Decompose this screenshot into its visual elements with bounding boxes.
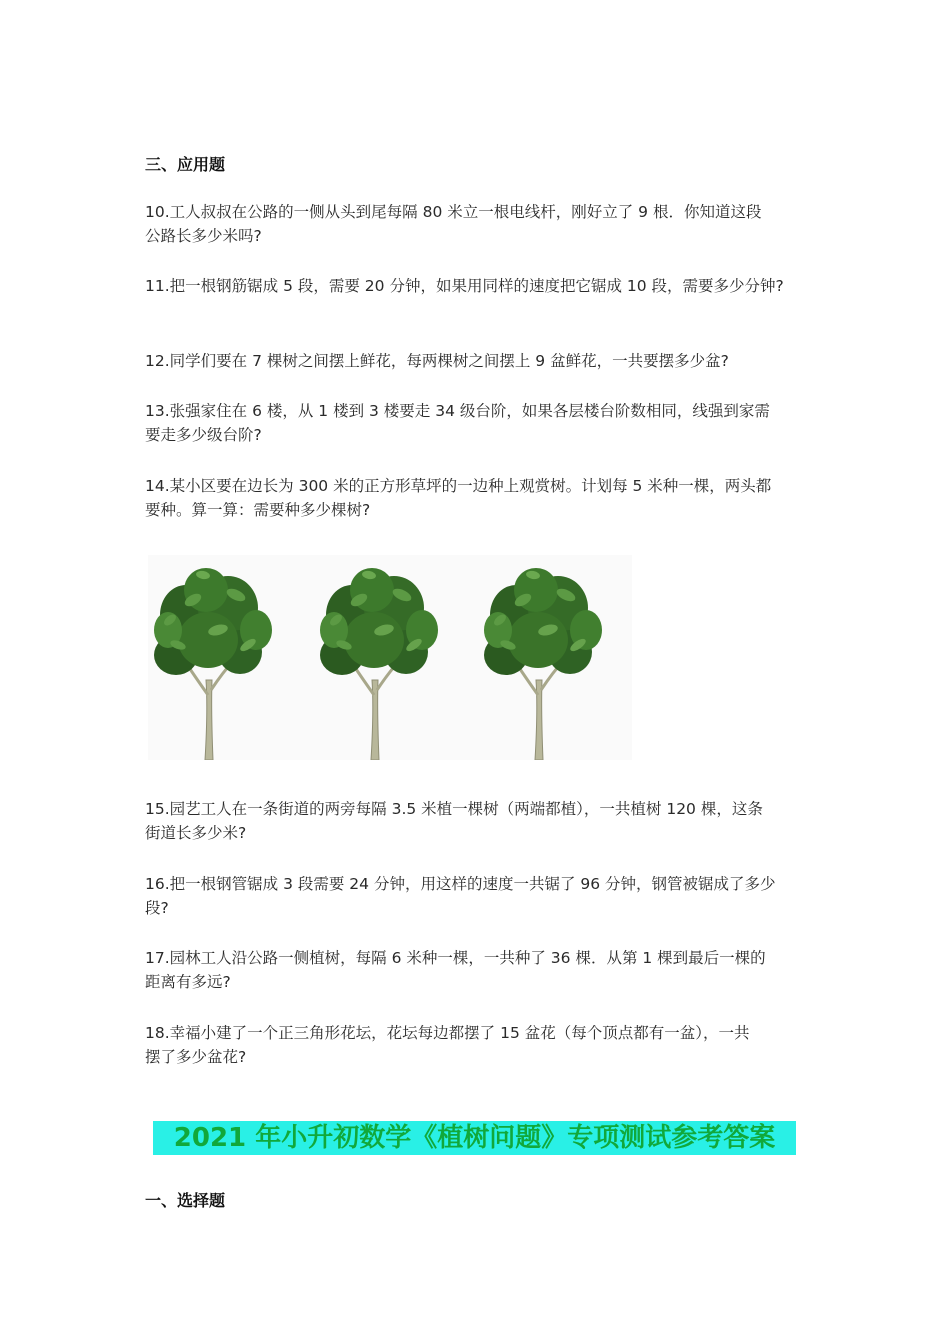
question-16-line2: 段? bbox=[145, 899, 169, 917]
question-13-line2: 要走多少级台阶? bbox=[145, 426, 262, 444]
question-18-line1: 18.幸福小建了一个正三角形花坛，花坛每边都摆了 15 盆花（每个顶点都有一盆），一共 bbox=[145, 1024, 750, 1042]
question-13-line1: 13.张强家住在 6 楼，从 1 楼到 3 楼要走 34 级台阶，如果各层楼台阶数相同，线强到家需 bbox=[145, 402, 770, 420]
tree-icon bbox=[154, 568, 272, 760]
question-10-line1: 10.工人叔叔在公路的一侧从头到尾每隔 80 米立一根电线杆，刚好立了 9 根．你知道这段 bbox=[145, 203, 762, 221]
question-17 bbox=[145, 946, 820, 994]
question-15 bbox=[145, 797, 820, 845]
question-10-line2: 公路长多少米吗? bbox=[145, 227, 262, 245]
tree-icon bbox=[484, 568, 602, 760]
question-15-line2: 街道长多少米? bbox=[145, 824, 247, 842]
question-16-line1: 16.把一根钢管锯成 3 段需要 24 分钟，用这样的速度一共锯了 96 分钟，钢管被锯成了多少 bbox=[145, 875, 776, 893]
answers-title: 2021 年小升初数学《植树问题》专项测试参考答案 bbox=[173, 1123, 776, 1153]
question-14-line1: 14.某小区要在边长为 300 米的正方形草坪的一边种上观赏树。计划每 5 米种一棵，两头都 bbox=[145, 477, 772, 495]
question-17-line1: 17.园林工人沿公路一侧植树，每隔 6 米种一棵，一共种了 36 棵．从第 1 棵到最后一棵的 bbox=[145, 949, 766, 967]
question-15-line1: 15.园艺工人在一条街道的两旁每隔 3.5 米植一棵树（两端都植），一共植树 120 棵，这条 bbox=[145, 800, 763, 818]
tree-icon bbox=[320, 568, 438, 760]
question-14 bbox=[145, 474, 820, 522]
question-17-line2: 距离有多远? bbox=[145, 973, 231, 991]
question-12 bbox=[145, 349, 820, 373]
question-18 bbox=[145, 1021, 820, 1069]
question-11-line1: 11.把一根钢筋锯成 5 段，需要 20 分钟，如果用同样的速度把它锯成 10 段，需要多少分钟? bbox=[145, 277, 784, 295]
question-18-line2: 摆了多少盆花? bbox=[145, 1048, 247, 1066]
section-heading-choice: 一、选择题 bbox=[145, 1191, 226, 1210]
question-16 bbox=[145, 872, 820, 920]
question-12-line1: 12.同学们要在 7 棵树之间摆上鲜花，每两棵树之间摆上 9 盆鲜花，一共要摆多少盆? bbox=[145, 352, 729, 370]
question-14-line2: 要种。算一算：需要种多少棵树? bbox=[145, 501, 371, 519]
question-11 bbox=[145, 274, 820, 298]
trees-svg bbox=[148, 555, 632, 760]
question-13 bbox=[145, 399, 820, 447]
trees-illustration bbox=[148, 555, 632, 760]
section-heading-applications: 三、应用题 bbox=[145, 155, 226, 174]
question-10 bbox=[145, 200, 820, 248]
